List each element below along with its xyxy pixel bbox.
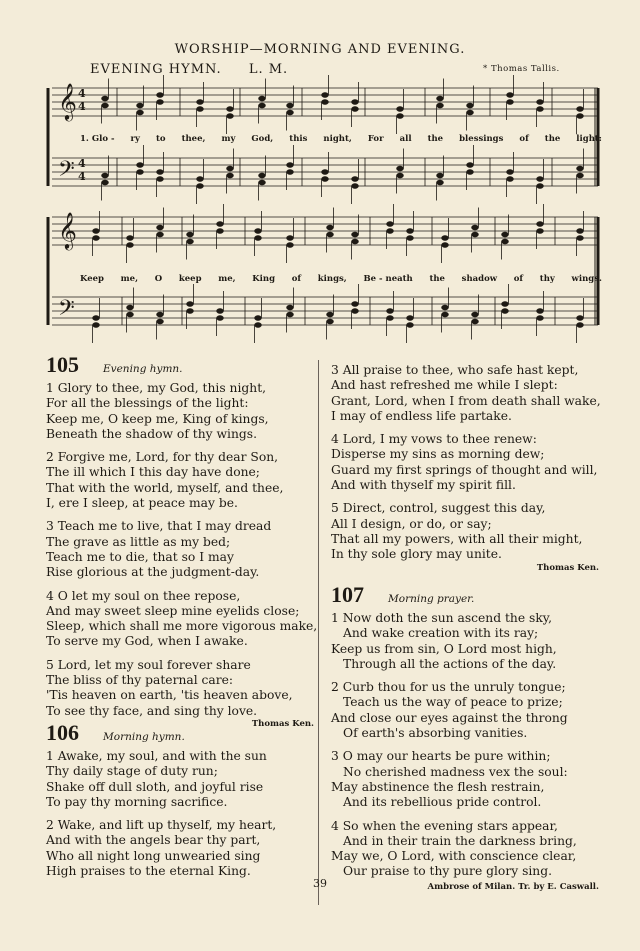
stanza: 2 Wake, and lift up thyself, my heart, And with the angels bear thy part, Who all night long unwearied sing High praises to the eternal King.	[46, 818, 277, 879]
stanza: 4 O let my soul on thee repose, And may sweet sleep mine eyelids close; Sleep, which shall me more vigorous make, To serve my God, when I awake.	[46, 588, 318, 649]
hymn-title: Evening hymn.	[103, 363, 183, 375]
hymn-106	[46, 720, 314, 887]
column-divider	[318, 360, 319, 905]
stanza: 4 Lord, I my vows to thee renew: Disperse my sins as morning dew; Guard my first springs of thought and will, And with thyself my spirit fill.	[331, 432, 598, 493]
score-lyrics-line-1: 1. Glo - ry to thee, my God, this night, For all the blessings of the light:	[80, 134, 602, 144]
tune-name: EVENING HYMN.	[90, 62, 222, 77]
hymn-number: 106	[46, 720, 79, 745]
tune-meter: L. M.	[248, 62, 289, 77]
page-number: 39	[313, 877, 327, 890]
svg-text:𝄞: 𝄞	[58, 82, 77, 120]
stanza: 5 Lord, let my soul forever share The bliss of thy paternal care: 'Tis heaven on earth, 'tis heaven above, To see thy face, and sing thy love.	[46, 657, 293, 718]
stanza: 2 Curb thou for us the unruly tongue; Teach us the way of peace to prize; And close our eyes against the throng Of earth's absorbing vanities.	[331, 680, 568, 741]
stanza: 1 Glory to thee, my God, this night, For all the blessings of the light: Keep me, O keep me, King of kings, Beneath the shadow of thy wings.	[46, 381, 269, 441]
stanza: 4 So when the evening stars appear, And in their train the darkness bring, May we, O Lord, with conscience clear, Our praise to thy pure glory sing.	[331, 818, 577, 879]
svg-text:4: 4	[78, 170, 86, 183]
svg-text:𝄞: 𝄞	[58, 211, 77, 249]
hymn-attribution: Thomas Ken.	[536, 562, 599, 573]
hymn-title: Morning hymn.	[103, 731, 185, 743]
stanza: 5 Direct, control, suggest this day, All I design, or do, or say; That all my powers, with all their might, In thy sole glory may unite.	[331, 501, 583, 562]
stanza: 3 O may our hearts be pure within; No cherished madness vex the soul: May abstinence the flesh restrain, And its rebellious pride control.	[331, 749, 568, 810]
svg-text:𝄢: 𝄢	[58, 157, 75, 187]
hymn-number: 105	[46, 352, 79, 377]
stanza: 3 Teach me to live, that I may dread The grave as little as my bed; Teach me to die, that so I may Rise glorious at the judgment-day.	[46, 519, 272, 580]
score-notes	[58, 75, 584, 343]
hymn-attribution: Thomas Ken.	[251, 718, 314, 729]
hymn-title: Morning prayer.	[388, 593, 475, 605]
stanza: 1 Awake, my soul, and with the sun Thy daily stage of duty run; Shake off dull sloth, and joyful rise To pay thy morning sacrifice.	[46, 749, 267, 809]
tune-composer: * Thomas Tallis.	[483, 64, 560, 74]
svg-text:𝄢: 𝄢	[58, 296, 75, 326]
stanza: 1 Now doth the sun ascend the sky, And wake creation with its ray; Keep us from sin, O Lord most high, Through all the actions of the day.	[331, 611, 557, 671]
score-lyrics-line-2: Keep me, O keep me, King of kings, Be - neath the shadow of thy wings.	[80, 274, 602, 284]
svg-text:4: 4	[78, 87, 86, 100]
hymn-number: 107	[331, 582, 364, 607]
stanza: 3 All praise to thee, who safe hast kept, And hast refreshed me while I slept: Grant, Lord, when I from death shall wake, I may of endless life partake.	[331, 363, 601, 423]
hymn-attribution: Ambrose of Milan. Tr. by E. Caswall.	[427, 881, 599, 892]
svg-text:4: 4	[78, 157, 86, 170]
svg-text:4: 4	[78, 100, 86, 113]
stanza: 2 Forgive me, Lord, for thy dear Son, The ill which I this day have done; That with the world, myself, and thee, I, ere I sleep, at peace may be.	[46, 450, 284, 511]
staff-systems	[48, 88, 598, 325]
hymn-105	[46, 352, 318, 729]
hymn-107	[331, 582, 599, 892]
section-header: WORSHIP—MORNING AND EVENING.	[174, 42, 466, 57]
music-score	[0, 0, 640, 360]
hymn-106-continued	[331, 360, 599, 573]
